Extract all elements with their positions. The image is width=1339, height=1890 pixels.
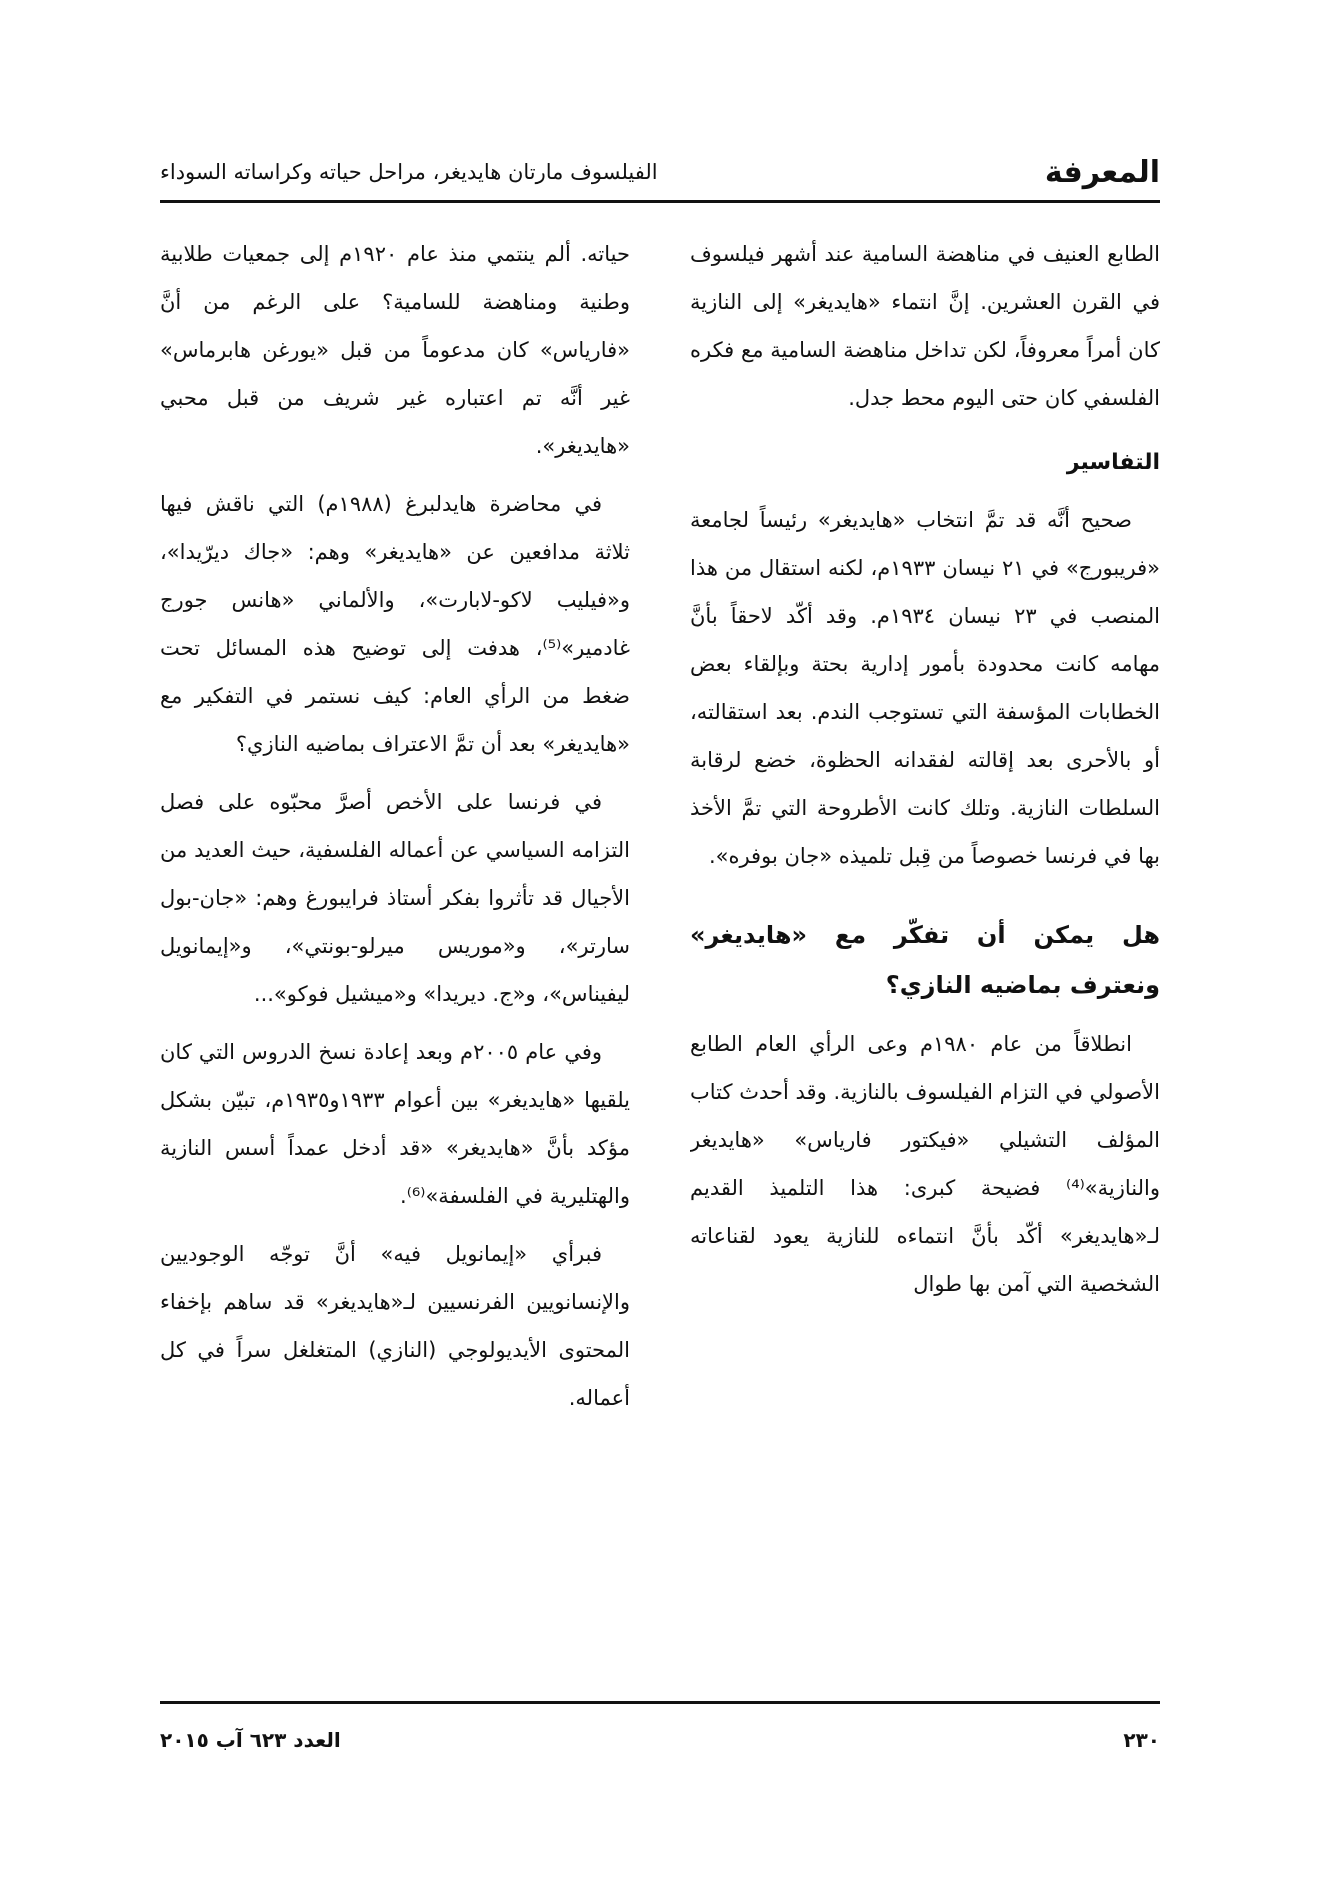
section-heading: هل يمكن أن تفكّر مع «هايديغر» ونعترف بماضيه النازي؟ bbox=[690, 921, 1160, 999]
paragraph: في فرنسا على الأخص أصرَّ محبّوه على فصل التزامه السياسي عن أعماله الفلسفية، حيث العديد من الأجيال قد تأثروا بفكر أستاذ فرايبورغ وهم: «جان-بول سارتر»، و«موريس ميرلو-بونتي»، و«إيمانويل ليفيناس»، و«ج. ديريدا» و«ميشيل فوكو»... bbox=[160, 790, 630, 1006]
page-footer bbox=[160, 1720, 1160, 1760]
magazine-logo: المعرفة bbox=[1044, 154, 1160, 190]
paragraph: الطابع العنيف في مناهضة السامية عند أشهر فيلسوف في القرن العشرين. إنَّ انتماء «هايديغر» إلى النازية كان أمراً معروفاً، لكن تداخل مناهضة السامية مع فكره الفلسفي كان حتى اليوم محط جدل. bbox=[690, 242, 1160, 410]
header-rule bbox=[160, 200, 1160, 203]
footer-rule bbox=[160, 1701, 1160, 1704]
paragraph: وفي عام ٢٠٠٥م وبعد إعادة نسخ الدروس التي كان يلقيها «هايديغر» بين أعوام ١٩٣٣و١٩٣٥م، تبيّن بشكل مؤكد بأنَّ «هايديغر» «قد أدخل عمداً أسس النازية والهتليرية في الفلسفة»⁽⁶⁾. bbox=[160, 1040, 630, 1208]
paragraph: انطلاقاً من عام ١٩٨٠م وعى الرأي العام الطابع الأصولي في التزام الفيلسوف بالنازية. وقد أحدث كتاب المؤلف التشيلي «فيكتور فارياس» «هايديغر والنازية»⁽⁴⁾ فضيحة كبرى: هذا التلميذ القديم لـ«هايديغر» أكّد بأنَّ انتماءه للنازية يعود لقناعاته الشخصية التي آمن بها طوال bbox=[690, 1032, 1160, 1296]
paragraph: فبرأي «إيمانويل فيه» أنَّ توجّه الوجوديين والإنسانويين الفرنسيين لـ«هايديغر» قد ساهم بإخفاء المحتوى الأيديولوجي (النازي) المتغلغل سراً في كل أعماله. bbox=[160, 1242, 630, 1410]
right-column bbox=[690, 230, 1160, 1690]
paragraph: في محاضرة هايدلبرغ (١٩٨٨م) التي ناقش فيها ثلاثة مدافعين عن «هايديغر» وهم: «جاك ديرّيدا»، و«فيليب لاكو-لابارت»، والألماني «هانس جورج غادمير»⁽⁵⁾، هدفت إلى توضيح هذه المسائل تحت ضغط من الرأي العام: كيف نستمر في التفكير مع «هايديغر» بعد أن تمَّ الاعتراف بماضيه النازي؟ bbox=[160, 492, 630, 756]
left-column bbox=[160, 230, 630, 1690]
issue-info: العدد ٦٢٣ آب ٢٠١٥ bbox=[160, 1728, 341, 1752]
running-title: الفيلسوف مارتان هايديغر، مراحل حياته وكراساته السوداء bbox=[160, 160, 658, 184]
page-number: ٢٣٠ bbox=[1123, 1728, 1160, 1752]
paragraph: صحيح أنَّه قد تمَّ انتخاب «هايديغر» رئيساً لجامعة «فريبورج» في ٢١ نيسان ١٩٣٣م، لكنه استقال من هذا المنصب في ٢٣ نيسان ١٩٣٤م. وقد أكّد لاحقاً بأنَّ مهامه كانت محدودة بأمور إدارية بحتة وبإلقاء بعض الخطابات المؤسفة التي تستوجب الندم. بعد استقالته، أو بالأحرى بعد إقالته لفقدانه الحظوة، خضع لرقابة السلطات النازية. وتلك كانت الأطروحة التي تمَّ الأخذ بها في فرنسا خصوصاً من قِبل تلميذه «جان بوفره». bbox=[690, 508, 1160, 868]
paragraph: حياته. ألم ينتمي منذ عام ١٩٢٠م إلى جمعيات طلابية وطنية ومناهضة للسامية؟ على الرغم من أنَّ «فارياس» كان مدعوماً من قبل «يورغن هابرماس» غير أنَّه تم اعتباره غير شريف من قبل محبي «هايديغر». bbox=[160, 242, 630, 458]
page-header bbox=[160, 150, 1160, 194]
section-heading: التفاسير bbox=[1066, 450, 1160, 475]
